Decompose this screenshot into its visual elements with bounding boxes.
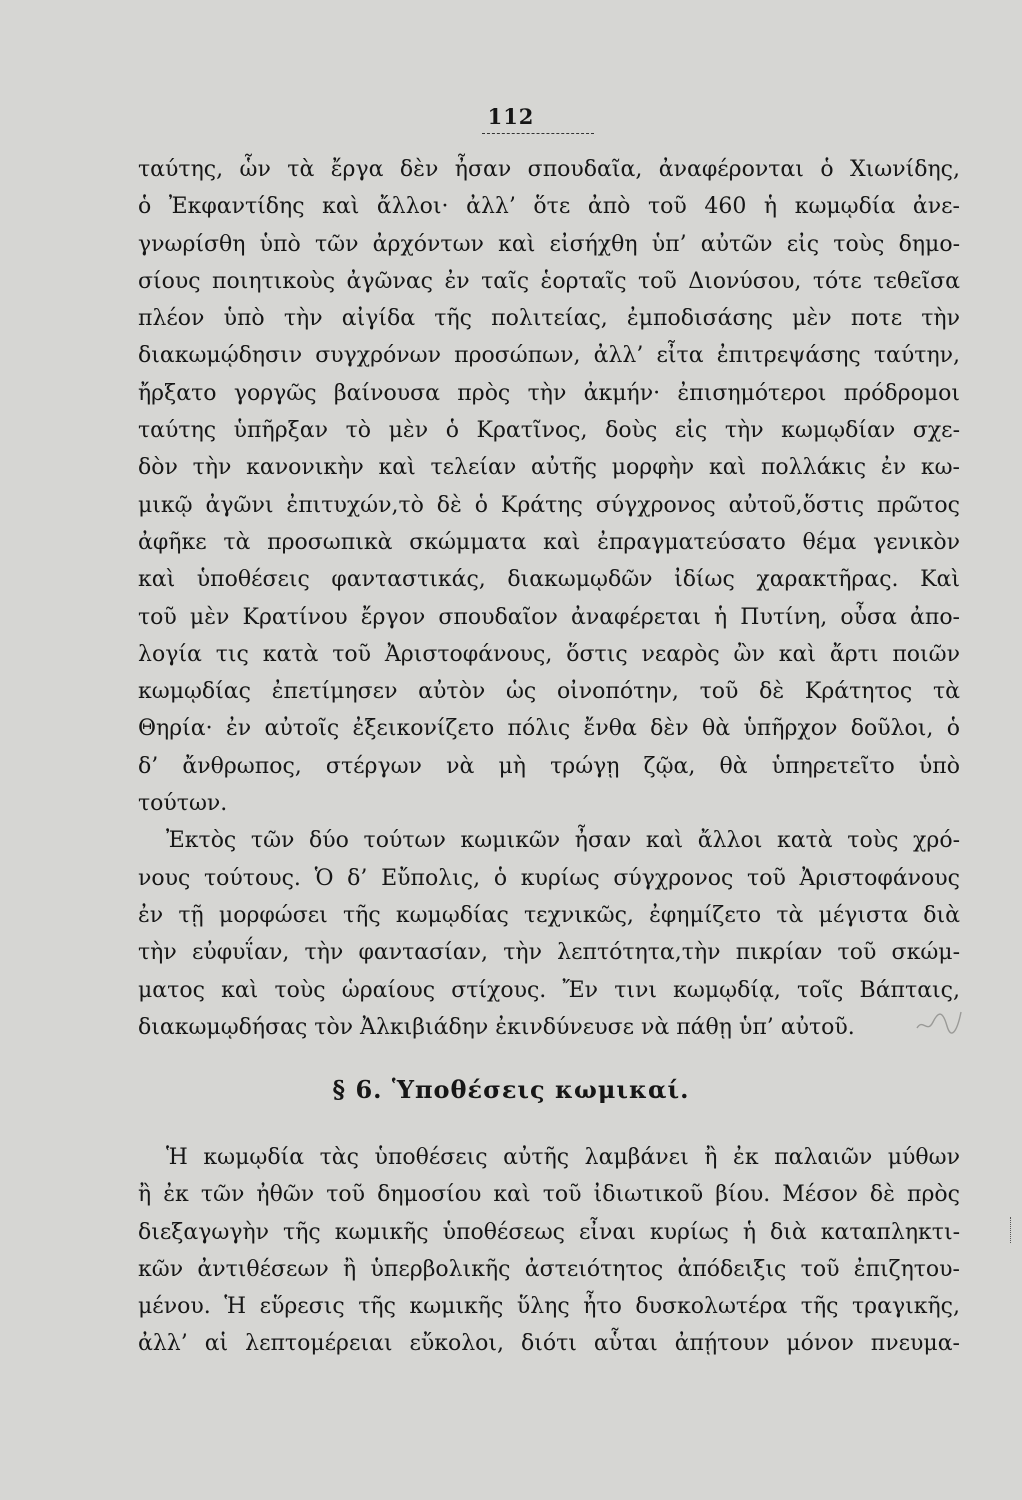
text-line: Ἐκτὸς τῶν δύο τούτων κωμικῶν ἦσαν καὶ ἄλλοι κατὰ τοὺς χρό- [166,828,960,854]
text-line: τοῦ μὲν Κρατίνου ἔργον σπουδαῖον ἀναφέρεται ἡ Πυτίνη, οὖσα ἀπο- [138,604,960,630]
text-line: σίους ποιητικοὺς ἀγῶνας ἐν ταῖς ἑορταῖς τοῦ Διονύσου, τότε τεθεῖσα [138,268,960,294]
text-line: κῶν ἀντιθέσεων ἢ ὑπερβολικῆς ἀστειότητος ἀπόδειξις τοῦ ἐπιζητου- [138,1256,960,1282]
text-line: τούτων. [138,791,228,817]
text-line: Θηρία· ἐν αὐτοῖς ἐξεικονίζετο πόλις ἔνθα δὲν θὰ ὑπῆρχον δοῦλοι, ὁ [138,716,960,742]
text-line: μικῷ ἀγῶνι ἐπιτυχών,τὸ δὲ ὁ Κράτης σύγχρονος αὐτοῦ,ὅστις πρῶτος [138,492,960,518]
margin-mark [1010,1217,1014,1243]
text-line: πλέον ὑπὸ τὴν αἰγίδα τῆς πολιτείας, ἐμποδισάσης μὲν ποτε τὴν [138,306,960,332]
text-line: ἀφῆκε τὰ προσωπικὰ σκώμματα καὶ ἐπραγματεύσατο θέμα γενικὸν [138,529,960,555]
text-line: ἤρξατο γοργῶς βαίνουσα πρὸς τὴν ἀκμήν· ἐπισημότεροι πρόδρομοι [138,380,960,406]
page-number: 112 [487,104,535,129]
text-line: δὸν τὴν κανονικὴν καὶ τελείαν αὐτῆς μορφὴν καὶ πολλάκις ἐν κω- [138,455,960,481]
paragraph-2 [138,822,960,1046]
text-line: ἐν τῇ μορφώσει τῆς κωμῳδίας τεχνικῶς, ἐφημίζετο τὰ μέγιστα διὰ [138,902,960,928]
section-heading: § 6. Ὑποθέσεις κωμικαί. [332,1075,690,1104]
text-line: διακωμῴδησιν συγχρόνων προσώπων, ἀλλ’ εἶτα ἐπιτρεψάσης ταύτην, [138,343,960,369]
text-line: νους τούτους. Ὁ δ’ Εὔπολις, ὁ κυρίως σύγχρονος τοῦ Ἀριστοφάνους [138,865,960,891]
text-line: καὶ ὑποθέσεις φανταστικάς, διακωμῳδῶν ἰδίως χαρακτῆρας. Καὶ [138,567,960,593]
paragraph-1 [138,151,960,822]
text-line: ταύτης, ὧν τὰ ἔργα δὲν ἦσαν σπουδαῖα, ἀναφέρονται ὁ Χιωνίδης, [138,157,960,182]
text-line: λογία τις κατὰ τοῦ Ἀριστοφάνους, ὅστις νεαρὸς ὢν καὶ ἄρτι ποιῶν [138,641,960,667]
text-line: δ’ ἄνθρωπος, στέργων νὰ μὴ τρώγῃ ζῷα, θὰ ὑπηρετεῖτο ὑπὸ [138,753,960,779]
paragraph-3 [138,1139,960,1363]
text-line: Ἡ κωμῳδία τὰς ὑποθέσεις αὐτῆς λαμβάνει ἢ ἐκ παλαιῶν μύθων [166,1145,960,1170]
text-line: ταύτης ὑπῆρξαν τὸ μὲν ὁ Κρατῖνος, δοὺς εἰς τὴν κωμῳδίαν σχε- [138,418,960,444]
text-line: τὴν εὐφυΐαν, τὴν φαντασίαν, τὴν λεπτότητα,τὴν πικρίαν τοῦ σκώμ- [138,940,960,966]
text-line: διεξαγωγὴν τῆς κωμικῆς ὑποθέσεως εἶναι κυρίως ἡ διὰ καταπληκτι- [138,1219,960,1245]
page-number-rule [482,133,594,134]
text-line: ὁ Ἐκφαντίδης καὶ ἄλλοι· ἀλλ’ ὅτε ἀπὸ τοῦ 460 ἡ κωμῳδία ἀνε- [138,194,960,220]
text-line: ἢ ἐκ τῶν ἠθῶν τοῦ δημοσίου καὶ τοῦ ἰδιωτικοῦ βίου. Μέσον δὲ πρὸς [138,1182,960,1208]
margin-squiggle [915,1006,963,1036]
main-text [138,151,960,1046]
text-line: γνωρίσθη ὑπὸ τῶν ἀρχόντων καὶ εἰσήχθη ὑπ’ αὐτῶν εἰς τοὺς δημο- [138,231,960,257]
text-line: διακωμῳδήσας τὸν Ἀλκιβιάδην ἐκινδύνευσε νὰ πάθῃ ὑπ’ αὐτοῦ. [138,1014,855,1040]
text-line: μένου. Ἡ εὕρεσις τῆς κωμικῆς ὕλης ἦτο δυσκολωτέρα τῆς τραγικῆς, [138,1294,960,1320]
section-text [138,1139,960,1363]
text-line: ματος καὶ τοὺς ὡραίους στίχους. Ἔν τινι κωμῳδίᾳ, τοῖς Βάπταις, [138,977,960,1003]
text-line: κωμῳδίας ἐπετίμησεν αὐτὸν ὡς οἰνοπότην, τοῦ δὲ Κράτητος τὰ [138,679,960,705]
text-line: ἀλλ’ αἱ λεπτομέρειαι εὔκολοι, διότι αὗται ἀπῄτουν μόνον πνευμα- [138,1331,960,1357]
